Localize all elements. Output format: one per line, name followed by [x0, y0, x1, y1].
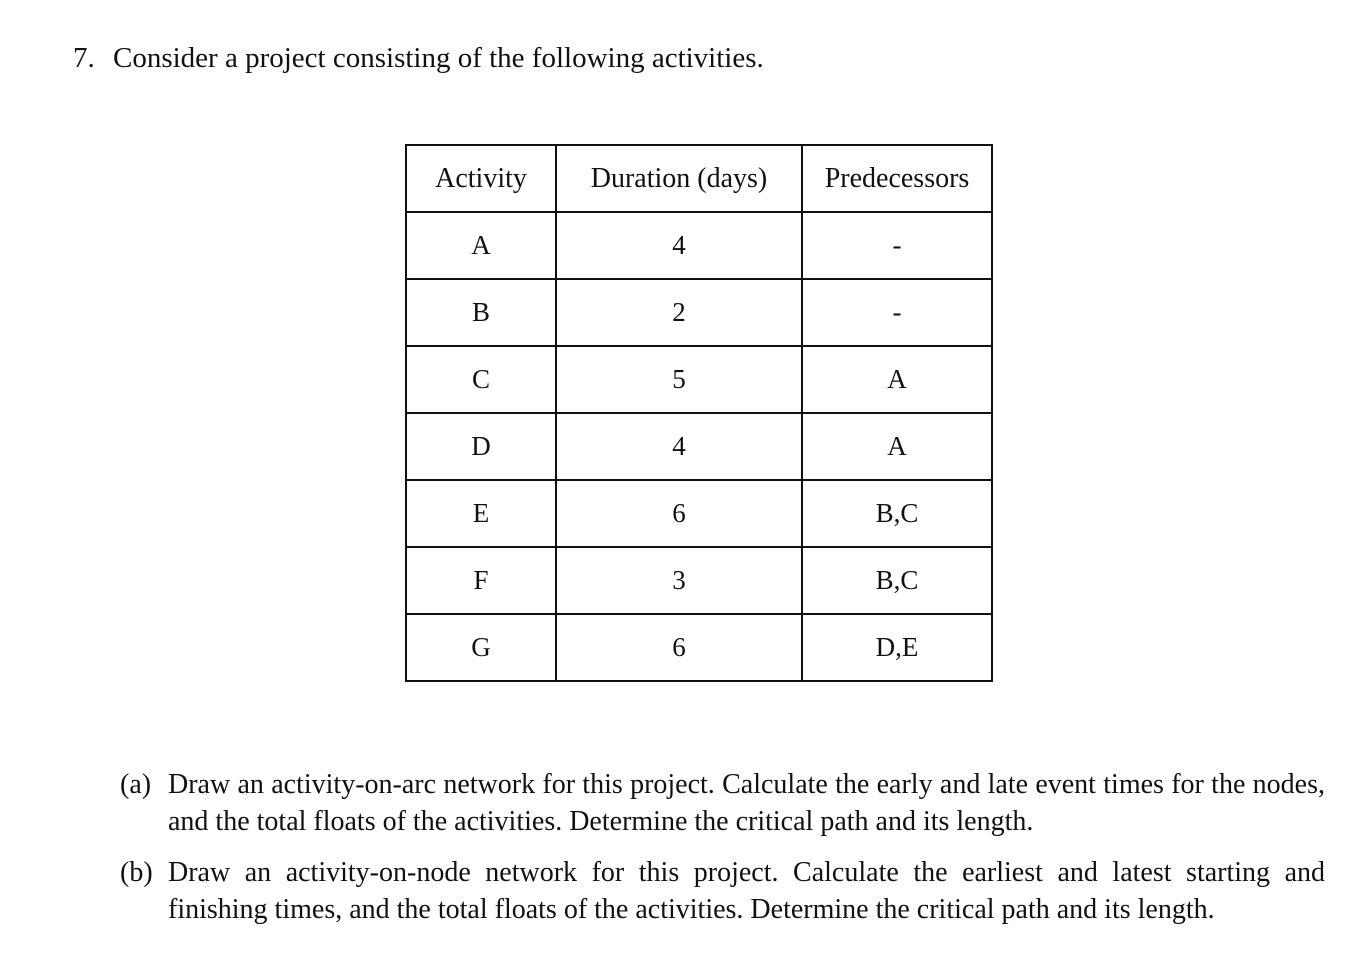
part-b-label: (b): [120, 857, 153, 888]
duration-cell: 3: [556, 547, 802, 614]
part-a-label: (a): [120, 769, 152, 800]
predecessors-cell: D,E: [802, 614, 992, 681]
part-a: [120, 766, 1325, 840]
table-row: [406, 480, 992, 547]
duration-cell: 2: [556, 279, 802, 346]
predecessors-cell: B,C: [802, 480, 992, 547]
predecessors-cell: -: [802, 212, 992, 279]
predecessors-cell: A: [802, 413, 992, 480]
activities-table: [405, 144, 993, 682]
table-row: [406, 413, 992, 480]
duration-cell: 6: [556, 480, 802, 547]
table-row: [406, 279, 992, 346]
predecessors-cell: A: [802, 346, 992, 413]
question-number: 7.: [73, 42, 95, 74]
table-row: [406, 547, 992, 614]
table-header-row: [406, 145, 992, 212]
duration-cell: 4: [556, 212, 802, 279]
predecessors-cell: B,C: [802, 547, 992, 614]
table-row: [406, 614, 992, 681]
question-parts: [120, 766, 1325, 942]
header-predecessors: Predecessors: [802, 145, 992, 212]
activity-cell: B: [406, 279, 556, 346]
activity-cell: C: [406, 346, 556, 413]
duration-cell: 4: [556, 413, 802, 480]
activity-cell: A: [406, 212, 556, 279]
table-row: [406, 212, 992, 279]
question-text: Consider a project consisting of the following activities.: [113, 42, 764, 74]
predecessors-cell: -: [802, 279, 992, 346]
activity-cell: E: [406, 480, 556, 547]
header-activity: Activity: [406, 145, 556, 212]
part-a-text: Draw an activity-on-arc network for this project. Calculate the early and late event times for the nodes, and the total floats of the activities. Determine the critical path and its length.: [168, 769, 1325, 837]
part-b: [120, 854, 1325, 928]
question-heading: [73, 38, 764, 78]
duration-cell: 5: [556, 346, 802, 413]
header-duration: Duration (days): [556, 145, 802, 212]
activity-cell: D: [406, 413, 556, 480]
duration-cell: 6: [556, 614, 802, 681]
part-b-text: Draw an activity-on-node network for this project. Calculate the earliest and latest starting and finishing times, and the total floats of the activities. Determine the critical path and its length.: [168, 857, 1325, 925]
activity-cell: F: [406, 547, 556, 614]
activity-cell: G: [406, 614, 556, 681]
table-row: [406, 346, 992, 413]
